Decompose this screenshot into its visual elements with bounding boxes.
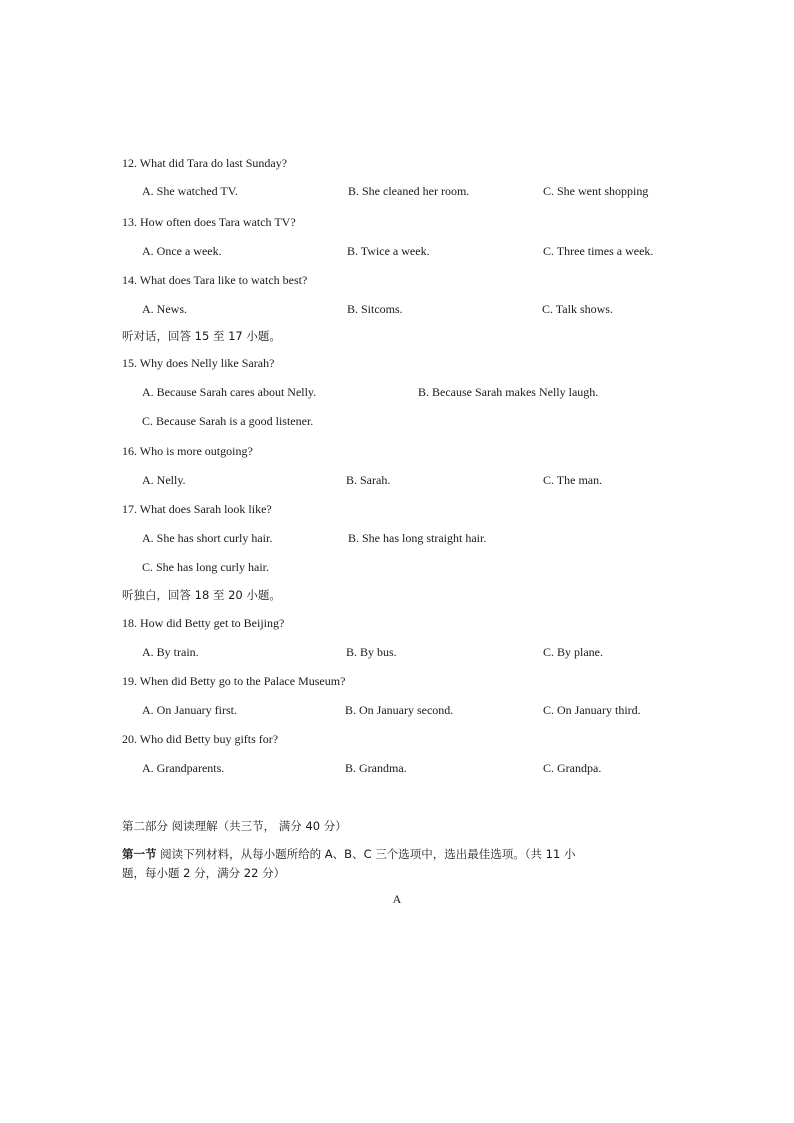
q16-option-b: B. Sarah. (346, 473, 391, 487)
section-one-instruction (122, 846, 575, 862)
q16-option-c: C. The man. (543, 473, 603, 487)
q15-option-c: C. Because Sarah is a good listener. (142, 414, 314, 428)
q12-option-a: A. She watched TV. (142, 184, 238, 198)
question-18: 18. How did Betty get to Beijing? (122, 616, 285, 630)
q14-option-b: B. Sitcoms. (347, 302, 403, 316)
q14-option-c: C. Talk shows. (542, 302, 613, 316)
section-one-instruction-continued: 题，每小题 2 分，满分 22 分） (122, 866, 286, 880)
q17-option-b: B. She has long straight hair. (348, 531, 487, 545)
question-20: 20. Who did Betty buy gifts for? (122, 732, 279, 746)
question-15: 15. Why does Nelly like Sarah? (122, 356, 275, 370)
q13-option-b: B. Twice a week. (347, 244, 430, 258)
section-one-label: 第一节 (122, 847, 157, 861)
q12-option-c: C. She went shopping (543, 184, 649, 198)
q18-option-a: A. By train. (142, 645, 199, 659)
q13-option-a: A. Once a week. (142, 244, 222, 258)
q17-option-c: C. She has long curly hair. (142, 560, 269, 574)
question-16: 16. Who is more outgoing? (122, 444, 253, 458)
question-14: 14. What does Tara like to watch best? (122, 273, 308, 287)
q20-option-c: C. Grandpa. (543, 761, 602, 775)
question-17: 17. What does Sarah look like? (122, 502, 272, 516)
q18-option-c: C. By plane. (543, 645, 603, 659)
q13-option-c: C. Three times a week. (543, 244, 654, 258)
question-19: 19. When did Betty go to the Palace Museum? (122, 674, 346, 688)
q14-option-a: A. News. (142, 302, 187, 316)
part-two-heading: 第二部分 阅读理解（共三节， 满分 40 分） (122, 819, 347, 833)
q12-option-b: B. She cleaned her room. (348, 184, 470, 198)
question-12: 12. What did Tara do last Sunday? (122, 156, 288, 170)
q20-option-b: B. Grandma. (345, 761, 407, 775)
passage-label: A (392, 892, 402, 906)
q19-option-b: B. On January second. (345, 703, 454, 717)
q20-option-a: A. Grandparents. (142, 761, 225, 775)
section-instruction-18-20: 听独白，回答 18 至 20 小题。 (122, 588, 281, 602)
section-one-text: 阅读下列材料，从每小题所给的 A、B、C 三个选项中，选出最佳选项。（共 11 小 (156, 847, 576, 861)
q19-option-a: A. On January first. (142, 703, 237, 717)
q17-option-a: A. She has short curly hair. (142, 531, 273, 545)
q19-option-c: C. On January third. (543, 703, 641, 717)
question-13: 13. How often does Tara watch TV? (122, 215, 296, 229)
q15-option-a: A. Because Sarah cares about Nelly. (142, 385, 317, 399)
q15-option-b: B. Because Sarah makes Nelly laugh. (418, 385, 599, 399)
q16-option-a: A. Nelly. (142, 473, 186, 487)
q18-option-b: B. By bus. (346, 645, 397, 659)
section-instruction-15-17: 听对话，回答 15 至 17 小题。 (122, 329, 281, 343)
